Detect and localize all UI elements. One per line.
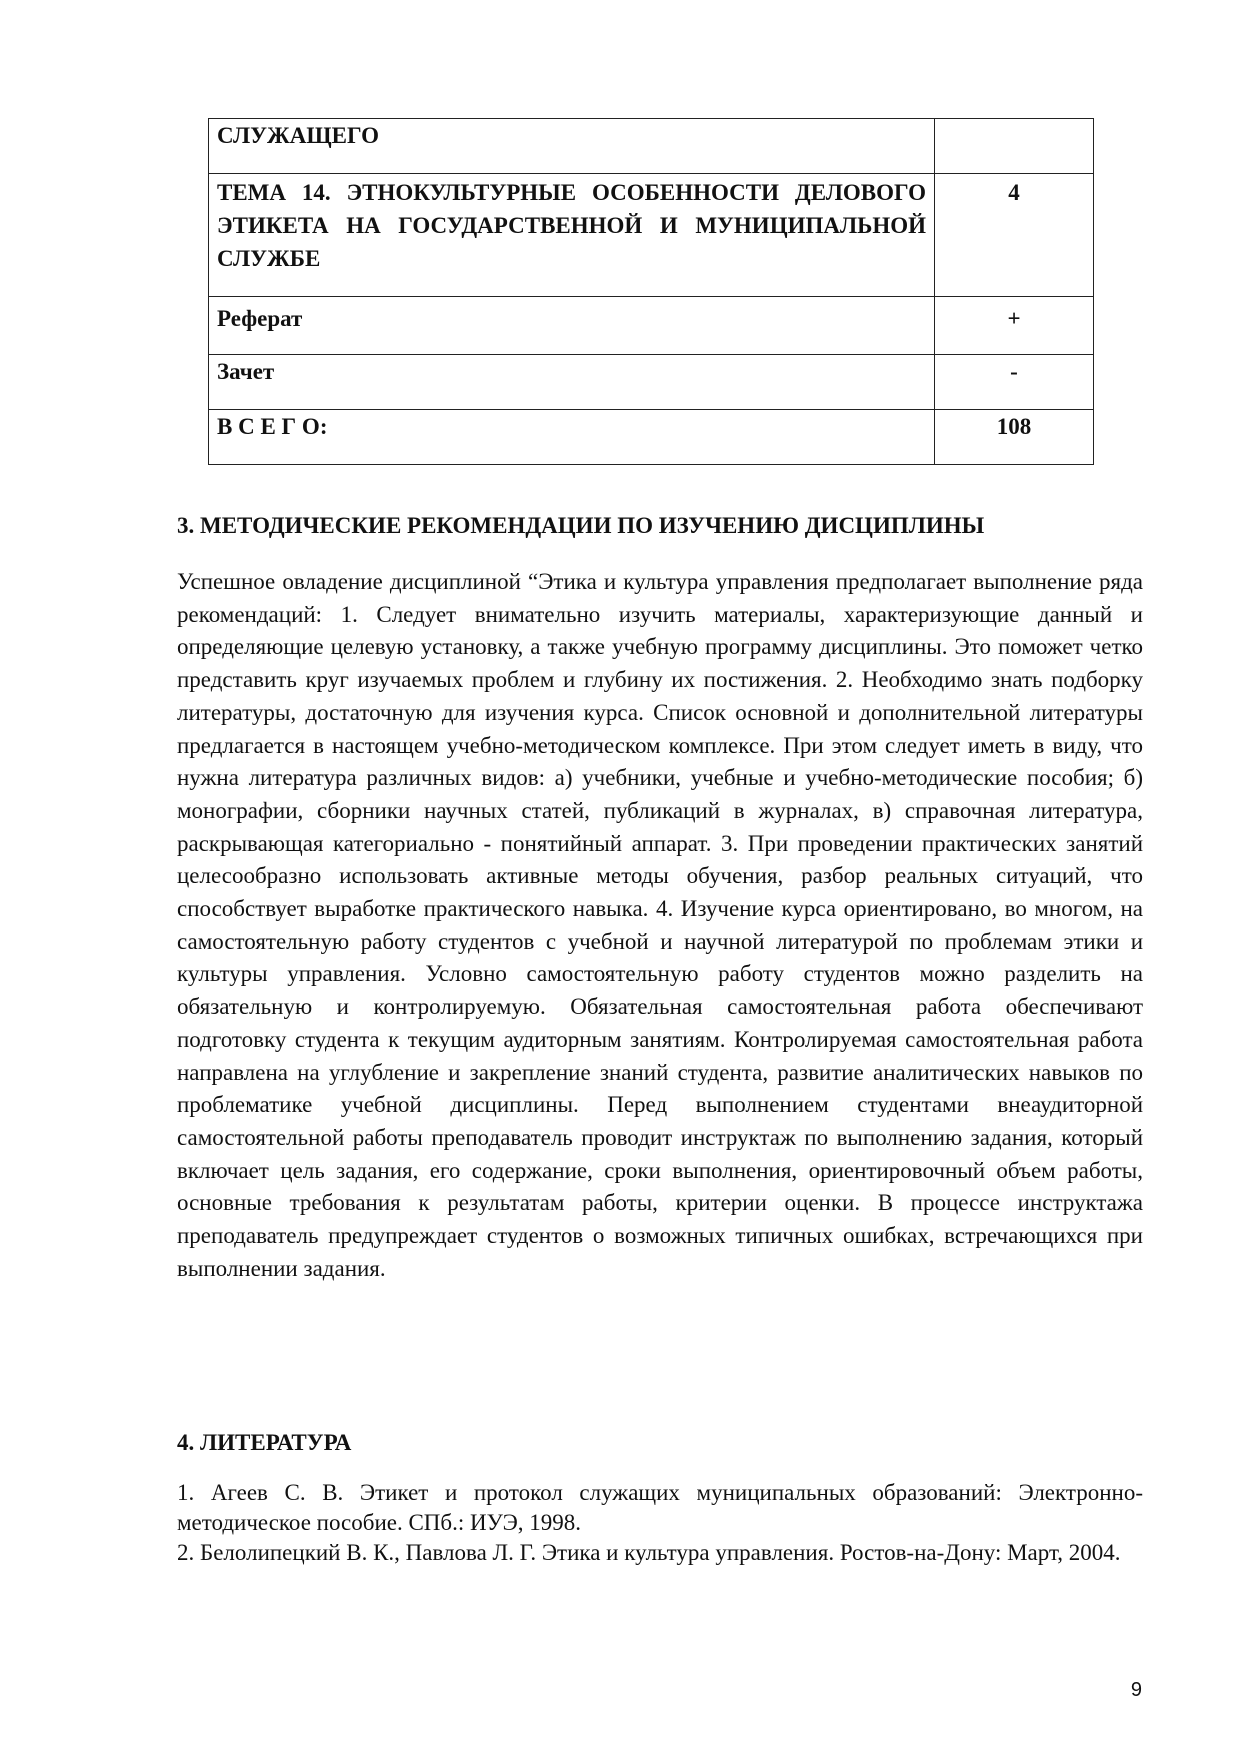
section-3-heading: 3. МЕТОДИЧЕСКИЕ РЕКОМЕНДАЦИИ ПО ИЗУЧЕНИЮ ДИСЦИПЛИНЫ xyxy=(177,513,985,538)
hours-cell xyxy=(935,119,1094,174)
table-row xyxy=(209,355,1094,410)
course-hours-table xyxy=(208,118,1094,465)
section-4-heading: 4. ЛИТЕРАТУРА xyxy=(177,1430,352,1455)
section-3-paragraph: Успешное овладение дисциплиной “Этика и культура управления предполагает выполнение ряда рекомендаций: 1. Следует внимательно изучить материалы, характеризующие данный и определяющие целевую установку, а также учебную программу дисциплины. Это поможет четко представить круг изучаемых проблем и глубину их постижения. 2. Необходимо знать подборку литературы, достаточную для изучения курса. Список основной и дополнительной литературы предлагается в настоящем учебно-методическом комплексе. При этом следует иметь в виду, что нужна литература различных видов: а) учебники, учебные и учебно-методические пособия; б) монографии, сборники научных статей, публикаций в журналах, в) справочная литература, раскрывающая категориально - понятийный аппарат. 3. При проведении практических занятий целесообразно использовать активные методы обучения, разбор реальных ситуаций, что способствует выработке практического навыка. 4. Изучение курса ориентировано, во многом, на самостоятельную работу студентов с учебной и научной литературой по проблемам этики и культуры управления. Условно самостоятельную работу студентов можно разделить на обязательную и контролируемую. Обязательная самостоятельная работа обеспечивают подготовку студента к текущим аудиторным занятиям. Контролируемая самостоятельная работа направлена на углубление и закрепление знаний студента, развитие аналитических навыков по проблематике учебной дисциплины. Перед выполнением студентами внеаудиторной самостоятельной работы преподаватель проводит инструктаж по выполнению задания, который включает цель задания, его содержание, сроки выполнения, ориентировочный объем работы, основные требования к результатам работы, критерии оценки. В процессе инструктажа преподаватель предупреждает студентов о возможных типичных ошибках, встречающихся при выполнении задания. xyxy=(177,569,1143,1281)
topic-cell: СЛУЖАЩЕГО xyxy=(209,119,935,174)
table-row xyxy=(209,119,1094,174)
hours-cell: 4 xyxy=(935,174,1094,297)
page-number: 9 xyxy=(1130,1679,1142,1701)
literature-list xyxy=(177,1478,1143,1568)
literature-item: 1. Агеев С. В. Этикет и протокол служащих муниципальных образований: Электронно-методическое пособие. СПб.: ИУЭ, 1998. xyxy=(177,1480,1143,1535)
literature-item: 2. Белолипецкий В. К., Павлова Л. Г. Этика и культура управления. Ростов-на-Дону: Март, 2004. xyxy=(177,1540,1121,1565)
topic-cell: В С Е Г О: xyxy=(209,410,935,465)
hours-cell: + xyxy=(935,297,1094,355)
topic-cell: ТЕМА 14. ЭТНОКУЛЬТУРНЫЕ ОСОБЕННОСТИ ДЕЛОВОГО ЭТИКЕТА НА ГОСУДАРСТВЕННОЙ И МУНИЦИПАЛЬНОЙ СЛУЖБЕ xyxy=(209,174,935,297)
topic-cell: Реферат xyxy=(209,297,935,355)
table-row xyxy=(209,174,1094,297)
hours-cell: - xyxy=(935,355,1094,410)
topic-cell: Зачет xyxy=(209,355,935,410)
table-row xyxy=(209,297,1094,355)
hours-cell: 108 xyxy=(935,410,1094,465)
table-row xyxy=(209,410,1094,465)
